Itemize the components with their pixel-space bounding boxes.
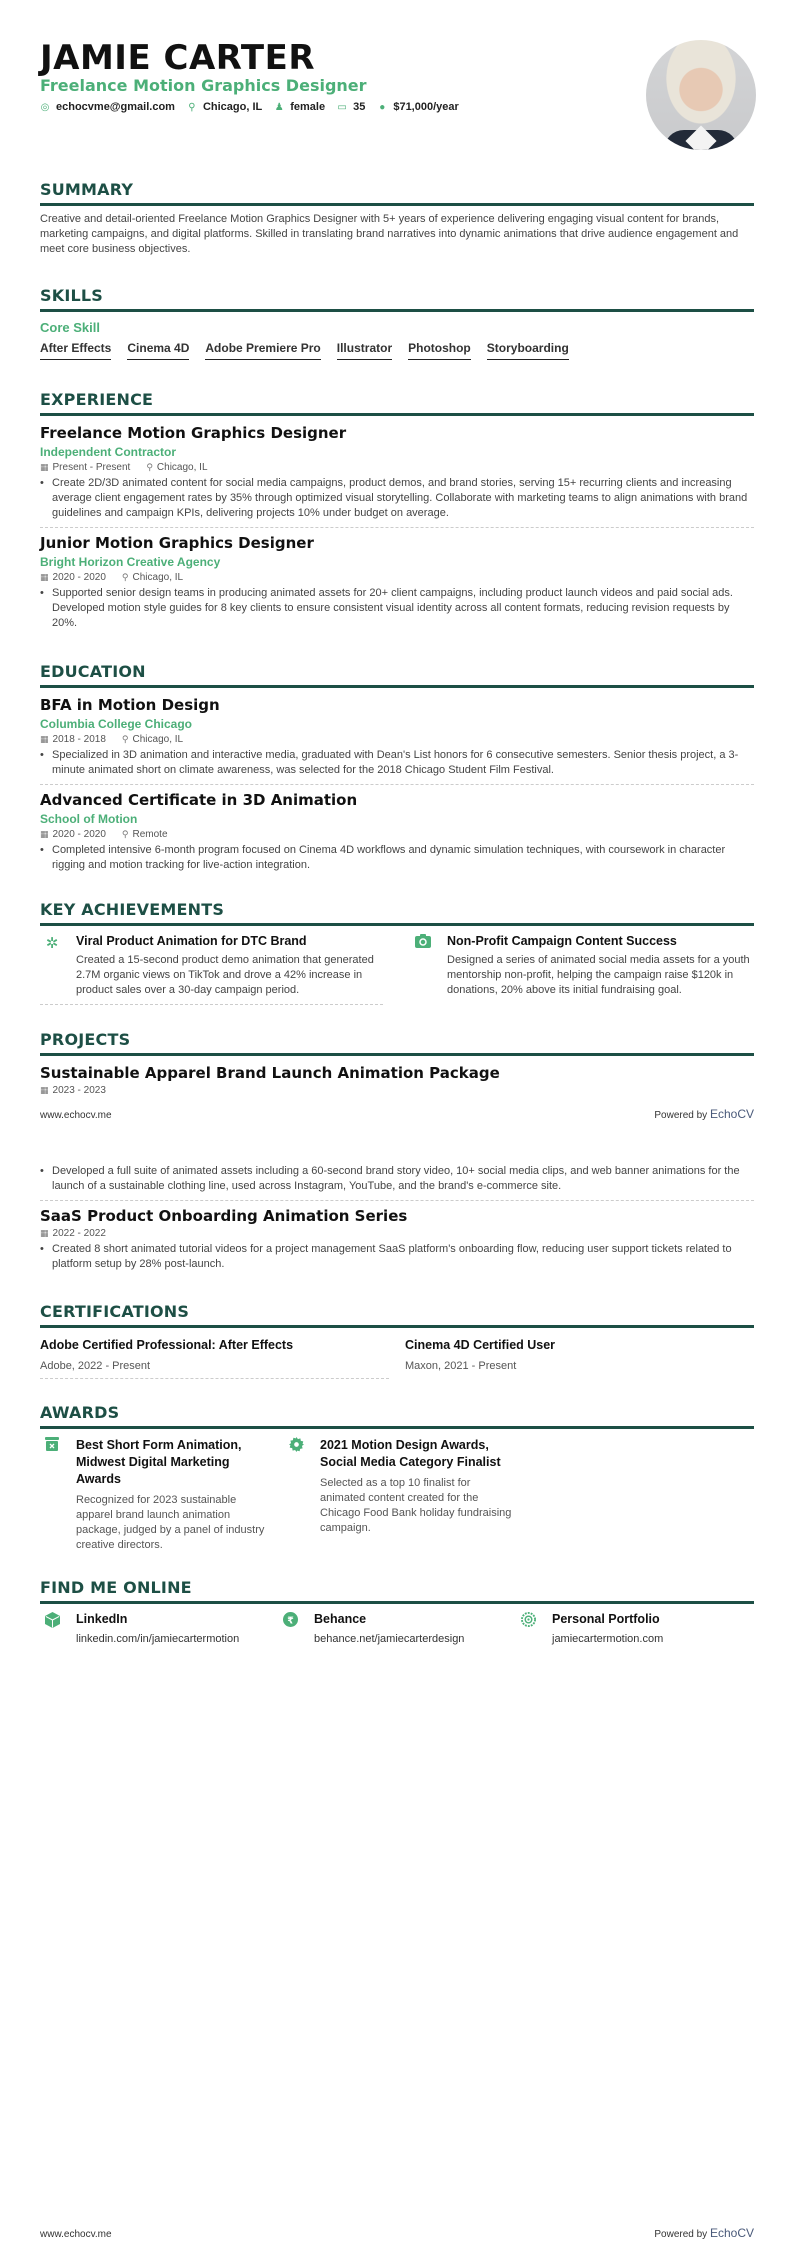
location-icon: ⚲ bbox=[188, 101, 196, 113]
salary-icon: ● bbox=[379, 101, 386, 113]
job-title: Junior Motion Graphics Designer bbox=[40, 534, 314, 552]
calendar-icon: ▦ bbox=[40, 1085, 49, 1095]
entry-bullet bbox=[40, 748, 754, 778]
award-title: 2021 Motion Design Awards, Social Media Category Finalist bbox=[320, 1438, 501, 1469]
powered-by-text: Powered by bbox=[654, 1110, 710, 1121]
section-title-projects: PROJECTS bbox=[40, 1030, 754, 1056]
entry-bullet-text: Created 8 short animated tutorial videos for a project management SaaS platform's onboarding flow, reducing user support tickets related to platform setup by 28% post-launch. bbox=[52, 1243, 732, 1270]
candidate-role: Freelance Motion Graphics Designer bbox=[40, 76, 367, 95]
magic-wand-icon: ✲ bbox=[45, 935, 59, 952]
section-title-skills: SKILLS bbox=[40, 286, 754, 312]
page-footer bbox=[40, 1107, 754, 1121]
bullet-icon: • bbox=[40, 844, 44, 856]
skill-tag: Adobe Premiere Pro bbox=[205, 341, 320, 360]
contact-email-text: echocvme@gmail.com bbox=[56, 101, 175, 113]
projects-section bbox=[40, 1030, 754, 1096]
footer-powered-by bbox=[654, 2226, 754, 2240]
skill-list bbox=[40, 341, 754, 360]
summary-section bbox=[40, 180, 754, 257]
achievement-desc: Created a 15-second product demo animation that generated 2.7M organic views on TikTok and drove a 42% increase in product sales over a 30-day campaign period. bbox=[76, 954, 374, 996]
achievement-item bbox=[411, 934, 754, 1005]
employer: Bright Horizon Creative Agency bbox=[40, 555, 221, 569]
skill-group-label: Core Skill bbox=[40, 320, 100, 335]
entry-meta bbox=[40, 1228, 754, 1239]
experience-entry bbox=[40, 534, 754, 637]
location-pin-icon: ⚲ bbox=[121, 572, 129, 582]
entry-meta bbox=[40, 572, 754, 583]
section-title-education: EDUCATION bbox=[40, 662, 754, 688]
entry-bullet bbox=[40, 1242, 754, 1272]
calendar-icon: ▦ bbox=[40, 572, 49, 582]
award-title: Best Short Form Animation, Midwest Digital Marketing Awards bbox=[76, 1438, 242, 1486]
degree-title: Advanced Certificate in 3D Animation bbox=[40, 791, 358, 809]
email-icon: ◎ bbox=[40, 101, 50, 113]
skill-tag: After Effects bbox=[40, 341, 111, 360]
footer-brand[interactable]: EchoCV bbox=[709, 1107, 754, 1121]
entry-meta bbox=[40, 1085, 754, 1096]
contact-email[interactable] bbox=[40, 101, 175, 113]
online-profile-url[interactable]: linkedin.com/in/jamiecartermotion bbox=[76, 1633, 240, 1645]
achievement-item bbox=[40, 934, 383, 1005]
page-footer-final bbox=[40, 2226, 754, 2240]
footer-site-link[interactable]: www.echocv.me bbox=[40, 1110, 112, 1121]
award-item bbox=[284, 1437, 512, 1553]
section-title-experience: EXPERIENCE bbox=[40, 390, 754, 416]
job-title: Freelance Motion Graphics Designer bbox=[40, 424, 347, 442]
archive-box-icon bbox=[40, 1437, 64, 1553]
contact-gender bbox=[274, 101, 325, 113]
section-title-certifications: CERTIFICATIONS bbox=[40, 1302, 754, 1328]
bullet-icon: • bbox=[40, 1165, 44, 1177]
svg-text:₹: ₹ bbox=[286, 1615, 294, 1627]
target-gear-icon bbox=[516, 1612, 540, 1645]
summary-text: Creative and detail-oriented Freelance Motion Graphics Designer with 5+ years of experience delivering engaging visual content for brands, marketing campaigns, and digital platforms. Skilled in translating brand narratives into dynamic animations that drive audience engagement and meet core business objectives. bbox=[40, 213, 739, 255]
entry-meta bbox=[40, 829, 754, 840]
employer: Independent Contractor bbox=[40, 445, 177, 459]
entry-location: Remote bbox=[132, 829, 168, 840]
education-section bbox=[40, 662, 754, 879]
certification-issuer: Maxon, 2021 - Present bbox=[405, 1360, 517, 1372]
location-pin-icon: ⚲ bbox=[121, 829, 129, 839]
bullet-icon: • bbox=[40, 1243, 44, 1255]
cube-icon bbox=[40, 1612, 64, 1645]
entry-location: Chicago, IL bbox=[132, 734, 184, 745]
skill-tag: Photoshop bbox=[408, 341, 471, 360]
calendar-icon: ▦ bbox=[40, 462, 49, 472]
skill-tag: Storyboarding bbox=[487, 341, 569, 360]
contact-salary bbox=[377, 101, 458, 113]
contact-location bbox=[187, 101, 262, 113]
education-entry bbox=[40, 696, 754, 785]
contact-salary-text: $71,000/year bbox=[393, 101, 459, 113]
project-title: SaaS Product Onboarding Animation Series bbox=[40, 1207, 408, 1225]
project-entry bbox=[40, 1164, 754, 1201]
footer-site-link[interactable]: www.echocv.me bbox=[40, 2229, 112, 2240]
certification-item bbox=[405, 1338, 754, 1379]
project-entry-header bbox=[40, 1064, 754, 1096]
candidate-name: JAMIE CARTER bbox=[40, 38, 316, 78]
certifications-section bbox=[40, 1302, 754, 1379]
degree-title: BFA in Motion Design bbox=[40, 696, 220, 714]
entry-dates: 2022 - 2022 bbox=[52, 1228, 106, 1239]
location-pin-icon: ⚲ bbox=[146, 462, 153, 472]
entry-dates: 2023 - 2023 bbox=[52, 1085, 106, 1096]
location-pin-icon: ⚲ bbox=[121, 734, 129, 744]
contact-location-text: Chicago, IL bbox=[202, 101, 263, 113]
entry-dates: 2018 - 2018 bbox=[52, 734, 106, 745]
online-profile-linkedin[interactable] bbox=[40, 1612, 278, 1645]
award-desc: Selected as a top 10 finalist for animated content created for the Chicago Food Bank holiday fundraising campaign. bbox=[320, 1477, 512, 1534]
online-profile-name: Personal Portfolio bbox=[552, 1612, 660, 1626]
entry-location: Chicago, IL bbox=[156, 462, 208, 473]
achievement-title: Non-Profit Campaign Content Success bbox=[447, 934, 677, 948]
certification-item bbox=[40, 1338, 389, 1379]
online-profile-portfolio[interactable] bbox=[516, 1612, 754, 1645]
education-entry bbox=[40, 791, 754, 879]
online-section bbox=[40, 1578, 754, 1645]
contact-gender-text: female bbox=[290, 101, 326, 113]
entry-meta bbox=[40, 734, 754, 745]
skills-section bbox=[40, 286, 754, 360]
project-title: Sustainable Apparel Brand Launch Animation Package bbox=[40, 1064, 500, 1082]
online-profile-url[interactable]: jamiecartermotion.com bbox=[552, 1633, 664, 1645]
online-profile-name: LinkedIn bbox=[76, 1612, 128, 1626]
calendar-icon: ▦ bbox=[40, 734, 49, 744]
entry-bullet bbox=[40, 1164, 754, 1194]
online-profile-name: Behance bbox=[314, 1612, 367, 1626]
rupee-coin-icon bbox=[278, 1612, 302, 1645]
camera-icon bbox=[411, 934, 435, 999]
contact-age-text: 35 bbox=[353, 101, 366, 113]
skill-tag: Illustrator bbox=[337, 341, 392, 360]
calendar-icon: ▦ bbox=[40, 829, 49, 839]
certification-title: Cinema 4D Certified User bbox=[405, 1338, 556, 1352]
entry-bullet bbox=[40, 843, 754, 873]
online-profile-behance[interactable] bbox=[278, 1612, 516, 1645]
contact-age bbox=[337, 101, 365, 113]
resume-header bbox=[0, 0, 794, 160]
entry-bullet-text: Developed a full suite of animated assets including a 60-second brand story video, 10+ social media clips, and web banner animations for the launch of a sustainable clothing line, used across Instagram, YouTube, and the brand's e-commerce site. bbox=[52, 1165, 740, 1192]
entry-location: Chicago, IL bbox=[132, 572, 184, 583]
achievement-desc: Designed a series of animated social media assets for a youth mentorship non-profit, helping the campaign raise $120k in donations, 20% above its initial fundraising goal. bbox=[447, 954, 750, 996]
certification-issuer: Adobe, 2022 - Present bbox=[40, 1360, 151, 1372]
footer-powered-by bbox=[654, 1107, 754, 1121]
institution: Columbia College Chicago bbox=[40, 717, 193, 731]
section-title-summary: SUMMARY bbox=[40, 180, 754, 206]
entry-dates: 2020 - 2020 bbox=[52, 572, 106, 583]
contact-list bbox=[40, 101, 459, 113]
achievement-title: Viral Product Animation for DTC Brand bbox=[76, 934, 307, 948]
achievements-section bbox=[40, 900, 754, 1005]
calendar-icon: ▭ bbox=[337, 101, 347, 113]
awards-section bbox=[40, 1403, 754, 1553]
entry-bullet-text: Supported senior design teams in producing animated assets for 20+ client campaigns, including product launch videos and paid social ads. Developed motion style guides for 8 key clients to ensure consistent visual identity across all content formats, reducing revision requests by 20%. bbox=[52, 587, 733, 629]
award-item bbox=[40, 1437, 268, 1553]
online-profile-list bbox=[40, 1612, 754, 1645]
bullet-icon: • bbox=[40, 477, 44, 489]
entry-dates: 2020 - 2020 bbox=[52, 829, 106, 840]
section-title-awards: AWARDS bbox=[40, 1403, 754, 1429]
entry-bullet bbox=[40, 586, 754, 631]
bullet-icon: • bbox=[40, 587, 44, 599]
entry-bullet-text: Create 2D/3D animated content for social media campaigns, product demos, and brand stories, serving 15+ recurring clients and increasing average client engagement rates by 35% through optimized visual storytelling. Collaborate with marketing teams to align animations with brand guidelines and campaign KPIs, delivering projects 10% under budget on average. bbox=[52, 477, 748, 519]
entry-bullet-text: Specialized in 3D animation and interactive media, graduated with Dean's List honors for 6 consecutive semesters. Senior thesis project, a 3-minute animated short on climate awareness, was selected for the 2018 Chicago Student Film Festival. bbox=[52, 749, 739, 776]
award-list bbox=[40, 1437, 754, 1553]
experience-entry bbox=[40, 424, 754, 528]
award-desc: Recognized for 2023 sustainable apparel brand launch animation package, judged by a panel of industry creative directors. bbox=[76, 1494, 265, 1551]
person-icon: ♟ bbox=[274, 101, 284, 113]
footer-brand[interactable]: EchoCV bbox=[709, 2226, 754, 2240]
bullet-icon: • bbox=[40, 749, 44, 761]
projects-section-continued bbox=[40, 1164, 754, 1278]
experience-section bbox=[40, 390, 754, 637]
avatar bbox=[646, 40, 756, 150]
online-profile-url[interactable]: behance.net/jamiecarterdesign bbox=[314, 1633, 465, 1645]
entry-meta bbox=[40, 462, 754, 473]
certification-list bbox=[40, 1338, 754, 1379]
section-title-online: FIND ME ONLINE bbox=[40, 1578, 754, 1604]
powered-by-text: Powered by bbox=[654, 2229, 710, 2240]
achievement-list bbox=[40, 934, 754, 1005]
skill-tag: Cinema 4D bbox=[127, 341, 189, 360]
gear-icon bbox=[284, 1437, 308, 1553]
entry-bullet bbox=[40, 476, 754, 521]
entry-bullet-text: Completed intensive 6-month program focused on Cinema 4D workflows and dynamic simulation techniques, with coursework in character rigging and motion tracking for live-action integration. bbox=[52, 844, 726, 871]
section-title-achievements: KEY ACHIEVEMENTS bbox=[40, 900, 754, 926]
calendar-icon: ▦ bbox=[40, 1228, 49, 1238]
entry-dates: Present - Present bbox=[52, 462, 131, 473]
certification-title: Adobe Certified Professional: After Effects bbox=[40, 1338, 294, 1352]
institution: School of Motion bbox=[40, 812, 138, 826]
project-entry bbox=[40, 1207, 754, 1278]
